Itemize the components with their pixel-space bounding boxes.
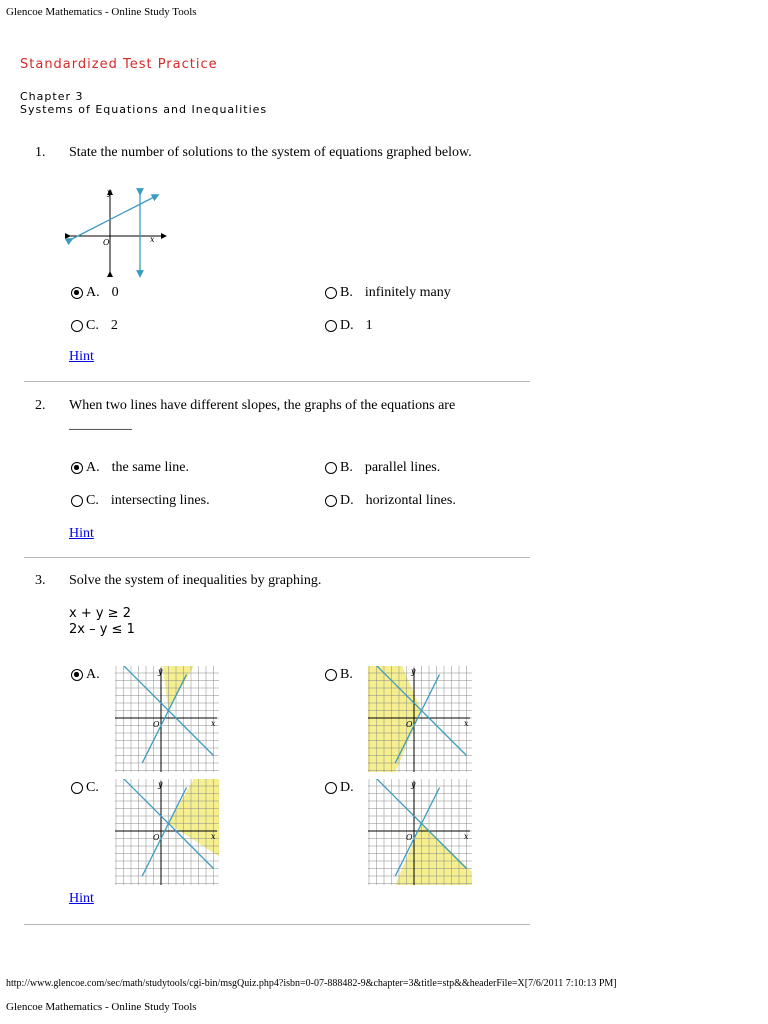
q3-graph-option-a <box>115 666 219 772</box>
hint-link[interactable]: Hint <box>69 349 94 364</box>
answer-blank: _________ <box>69 417 132 432</box>
origin-label: O <box>406 833 413 842</box>
inequality-2: 2x – y ≤ 1 <box>69 622 135 637</box>
q2-option-d[interactable] <box>325 493 456 509</box>
origin-label: O <box>153 720 160 729</box>
divider <box>24 557 530 558</box>
option-letter: C. <box>86 780 99 795</box>
origin-label: O <box>406 720 413 729</box>
q1-graph <box>64 186 170 278</box>
option-text: 2 <box>110 318 118 333</box>
option-letter: D. <box>340 318 354 333</box>
inequality-1: x + y ≥ 2 <box>69 606 131 621</box>
divider <box>24 924 530 925</box>
option-letter: A. <box>86 667 100 682</box>
radio-button-selected[interactable] <box>71 669 83 681</box>
option-text: the same line. <box>111 460 189 475</box>
radio-button[interactable] <box>325 495 337 507</box>
y-axis-label: y <box>411 667 416 676</box>
section-title: Standardized Test Practice <box>20 57 218 72</box>
radio-button[interactable] <box>71 320 83 332</box>
option-letter: C. <box>86 318 99 333</box>
q1-option-c[interactable] <box>71 318 118 334</box>
q3-graph-option-b <box>368 666 472 772</box>
x-axis-label: x <box>211 832 216 841</box>
question-text: State the number of solutions to the system of equations graphed below. <box>69 145 472 160</box>
q2-option-b[interactable] <box>325 460 440 476</box>
radio-button[interactable] <box>71 782 83 794</box>
graph-line <box>70 196 156 240</box>
y-axis-label: y <box>411 780 416 789</box>
radio-button[interactable] <box>325 320 337 332</box>
q1-option-a[interactable] <box>71 285 119 301</box>
q3-option-d[interactable] <box>325 780 354 796</box>
origin-label: O <box>153 833 160 842</box>
option-letter: B. <box>340 667 353 682</box>
x-axis-label: x <box>464 832 469 841</box>
y-axis-label: y <box>107 188 112 197</box>
q3-graph-option-c <box>115 779 219 885</box>
radio-button[interactable] <box>325 287 337 299</box>
origin-label: O <box>103 238 110 247</box>
option-letter: D. <box>340 493 354 508</box>
solution-region <box>368 666 422 772</box>
radio-button-selected[interactable] <box>71 287 83 299</box>
chapter-label: Chapter 3 <box>20 90 84 103</box>
radio-button[interactable] <box>71 495 83 507</box>
option-letter: B. <box>340 285 353 300</box>
question-number: 1. <box>35 145 46 160</box>
option-letter: C. <box>86 493 99 508</box>
q2-option-a[interactable] <box>71 460 189 476</box>
q3-option-c[interactable] <box>71 780 99 796</box>
radio-button-selected[interactable] <box>71 462 83 474</box>
radio-button[interactable] <box>325 462 337 474</box>
option-letter: A. <box>86 460 100 475</box>
option-letter: D. <box>340 780 354 795</box>
radio-button[interactable] <box>325 782 337 794</box>
option-text: infinitely many <box>364 285 451 300</box>
x-axis-label: x <box>464 719 469 728</box>
question-text: When two lines have different slopes, the graphs of the equations are <box>69 398 456 413</box>
question-number: 2. <box>35 398 46 413</box>
q3-option-b[interactable] <box>325 667 353 683</box>
question-text: Solve the system of inequalities by graphing. <box>69 573 322 588</box>
option-text: intersecting lines. <box>110 493 210 508</box>
q3-graph-option-d <box>368 779 472 885</box>
option-text: 1 <box>365 318 373 333</box>
option-letter: A. <box>86 285 100 300</box>
page-url: http://www.glencoe.com/sec/math/studytools/cgi-bin/msgQuiz.php4?isbn=0-07-888482-9&chapter=3&title=stp&&headerFile=X[7/6/2011 7:10:13 PM] <box>6 978 617 989</box>
hint-link[interactable]: Hint <box>69 526 94 541</box>
divider <box>24 381 530 382</box>
x-axis-label: x <box>150 235 155 244</box>
q3-option-a[interactable] <box>71 667 100 683</box>
question-number: 3. <box>35 573 46 588</box>
option-text: horizontal lines. <box>365 493 456 508</box>
option-text: parallel lines. <box>364 460 441 475</box>
hint-link[interactable]: Hint <box>69 891 94 906</box>
chapter-subtitle: Systems of Equations and Inequalities <box>20 103 268 116</box>
radio-button[interactable] <box>325 669 337 681</box>
q2-option-c[interactable] <box>71 493 210 509</box>
q1-option-b[interactable] <box>325 285 451 301</box>
y-axis-label: y <box>158 667 163 676</box>
page-header-title: Glencoe Mathematics - Online Study Tools <box>6 6 197 18</box>
footer-site-title: Glencoe Mathematics - Online Study Tools <box>6 1001 197 1013</box>
option-text: 0 <box>111 285 119 300</box>
y-axis-label: y <box>158 780 163 789</box>
q1-option-d[interactable] <box>325 318 373 334</box>
option-letter: B. <box>340 460 353 475</box>
x-axis-label: x <box>211 719 216 728</box>
